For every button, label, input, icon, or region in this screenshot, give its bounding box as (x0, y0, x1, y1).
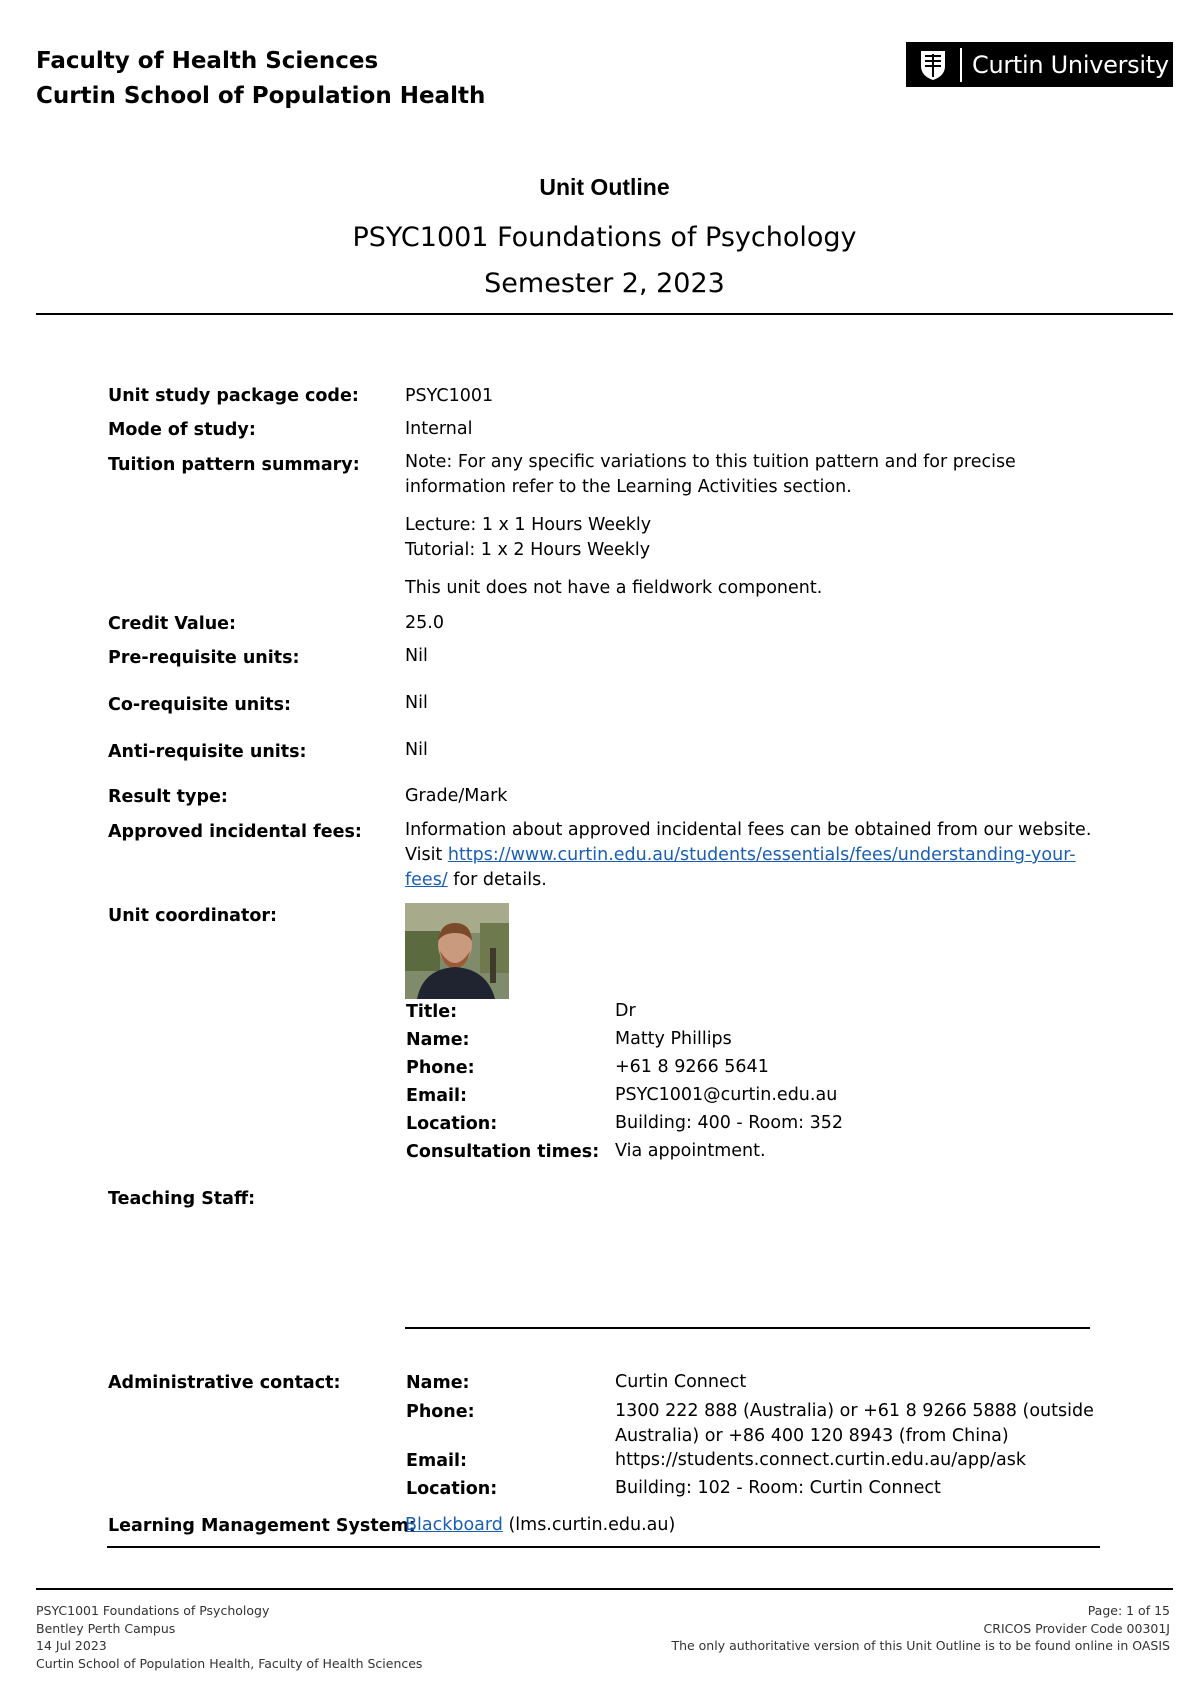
antireq-label: Anti-requisite units: (108, 742, 307, 762)
fees-label: Approved incidental fees: (108, 822, 362, 842)
coord-phone-value: +61 8 9266 5641 (615, 1057, 769, 1077)
admin-email-value[interactable]: https://students.connect.curtin.edu.au/app/ask (615, 1450, 1026, 1470)
teaching-divider (405, 1327, 1090, 1329)
fees-line1: Information about approved incidental fees can be obtained from our website. (405, 820, 1092, 840)
admin-phone-label: Phone: (406, 1402, 475, 1422)
semester: Semester 2, 2023 (484, 268, 725, 299)
prereq-label: Pre-requisite units: (108, 648, 300, 668)
teaching-staff-label: Teaching Staff: (108, 1189, 256, 1209)
coreq-value: Nil (405, 693, 428, 713)
lms-label: Learning Management System: (108, 1516, 416, 1536)
package-code-label: Unit study package code: (108, 386, 359, 406)
footer-left (36, 1602, 422, 1672)
coord-location-label: Location: (406, 1114, 498, 1134)
credit-label: Credit Value: (108, 614, 237, 634)
coord-title-value: Dr (615, 1001, 636, 1021)
tuition-fieldwork: This unit does not have a fieldwork component. (405, 578, 823, 598)
prereq-value: Nil (405, 646, 428, 666)
tuition-tutorial: Tutorial: 1 x 2 Hours Weekly (405, 540, 651, 560)
coord-location-value: Building: 400 - Room: 352 (615, 1113, 843, 1133)
tuition-note: Note: For any specific variations to this tuition pattern and for precise information refer to the Learning Activities section. (405, 452, 1016, 497)
admin-location-label: Location: (406, 1479, 498, 1499)
footer-divider (36, 1588, 1173, 1590)
fees-line3 (405, 868, 1095, 893)
coord-title-label: Title: (406, 1002, 458, 1022)
result-value: Grade/Mark (405, 786, 508, 806)
lms-value (405, 1513, 1095, 1538)
admin-phone-value-2: Australia) or +86 400 120 8943 (from China) (615, 1426, 1009, 1446)
mode-value: Internal (405, 419, 473, 439)
coord-phone-label: Phone: (406, 1058, 475, 1078)
footer-date: 14 Jul 2023 (36, 1638, 107, 1653)
tuition-lecture: Lecture: 1 x 1 Hours Weekly (405, 515, 652, 535)
coord-email-value[interactable]: PSYC1001@curtin.edu.au (615, 1085, 838, 1105)
lms-divider (107, 1546, 1100, 1548)
footer-school: Curtin School of Population Health, Faculty of Health Sciences (36, 1655, 423, 1671)
coordinator-portrait (405, 903, 509, 999)
admin-phone-value-1: 1300 222 888 (Australia) or +61 8 9266 5888 (outside (615, 1401, 1094, 1421)
admin-name-label: Name: (406, 1373, 470, 1393)
coord-consult-value: Via appointment. (615, 1141, 766, 1161)
lms-suffix: (lms.curtin.edu.au) (502, 1515, 676, 1535)
coordinator-photo (405, 903, 509, 999)
fees-link[interactable]: https://www.curtin.edu.au/students/essentials/fees/understanding-your- (447, 845, 1076, 865)
credit-value: 25.0 (405, 613, 444, 633)
result-label: Result type: (108, 787, 228, 807)
footer-unit: PSYC1001 Foundations of Psychology (36, 1603, 270, 1618)
blackboard-link[interactable]: Blackboard (405, 1515, 503, 1535)
fees-line2 (405, 843, 1095, 868)
mode-label: Mode of study: (108, 420, 256, 440)
admin-email-label: Email: (406, 1451, 467, 1471)
school-name: Curtin School of Population Health (36, 83, 486, 109)
document-heading: Unit Outline (539, 174, 670, 200)
footer-right (671, 1602, 1170, 1655)
faculty-header (36, 44, 485, 114)
coordinator-label: Unit coordinator: (108, 906, 277, 926)
logo-divider (960, 48, 962, 82)
coord-email-label: Email: (406, 1086, 467, 1106)
logo-text: Curtin University (972, 50, 1169, 79)
admin-label: Administrative contact: (108, 1373, 341, 1393)
fees-visit: Visit (405, 845, 448, 865)
coord-name-label: Name: (406, 1030, 470, 1050)
fees-link-cont[interactable]: fees/ (405, 870, 448, 890)
package-code-value: PSYC1001 (405, 386, 494, 406)
footer-authoritative: The only authoritative version of this Unit Outline is to be found online in OASIS (671, 1638, 1170, 1653)
title-divider (36, 313, 1173, 315)
crest-icon (916, 48, 950, 82)
coord-name-value: Matty Phillips (615, 1029, 732, 1049)
coreq-label: Co-requisite units: (108, 695, 292, 715)
antireq-value: Nil (405, 740, 428, 760)
faculty-name: Faculty of Health Sciences (36, 48, 379, 74)
tuition-label: Tuition pattern summary: (108, 455, 360, 475)
coord-consult-label: Consultation times: (406, 1142, 600, 1162)
admin-location-value: Building: 102 - Room: Curtin Connect (615, 1478, 941, 1498)
footer-campus: Bentley Perth Campus (36, 1620, 176, 1636)
footer-page: Page: 1 of 15 (1087, 1603, 1170, 1618)
footer-cricos: CRICOS Provider Code 00301J (983, 1620, 1170, 1636)
unit-title: PSYC1001 Foundations of Psychology (352, 222, 857, 253)
admin-name-value: Curtin Connect (615, 1372, 747, 1392)
fees-suffix: for details. (447, 870, 547, 890)
curtin-logo (906, 42, 1173, 87)
